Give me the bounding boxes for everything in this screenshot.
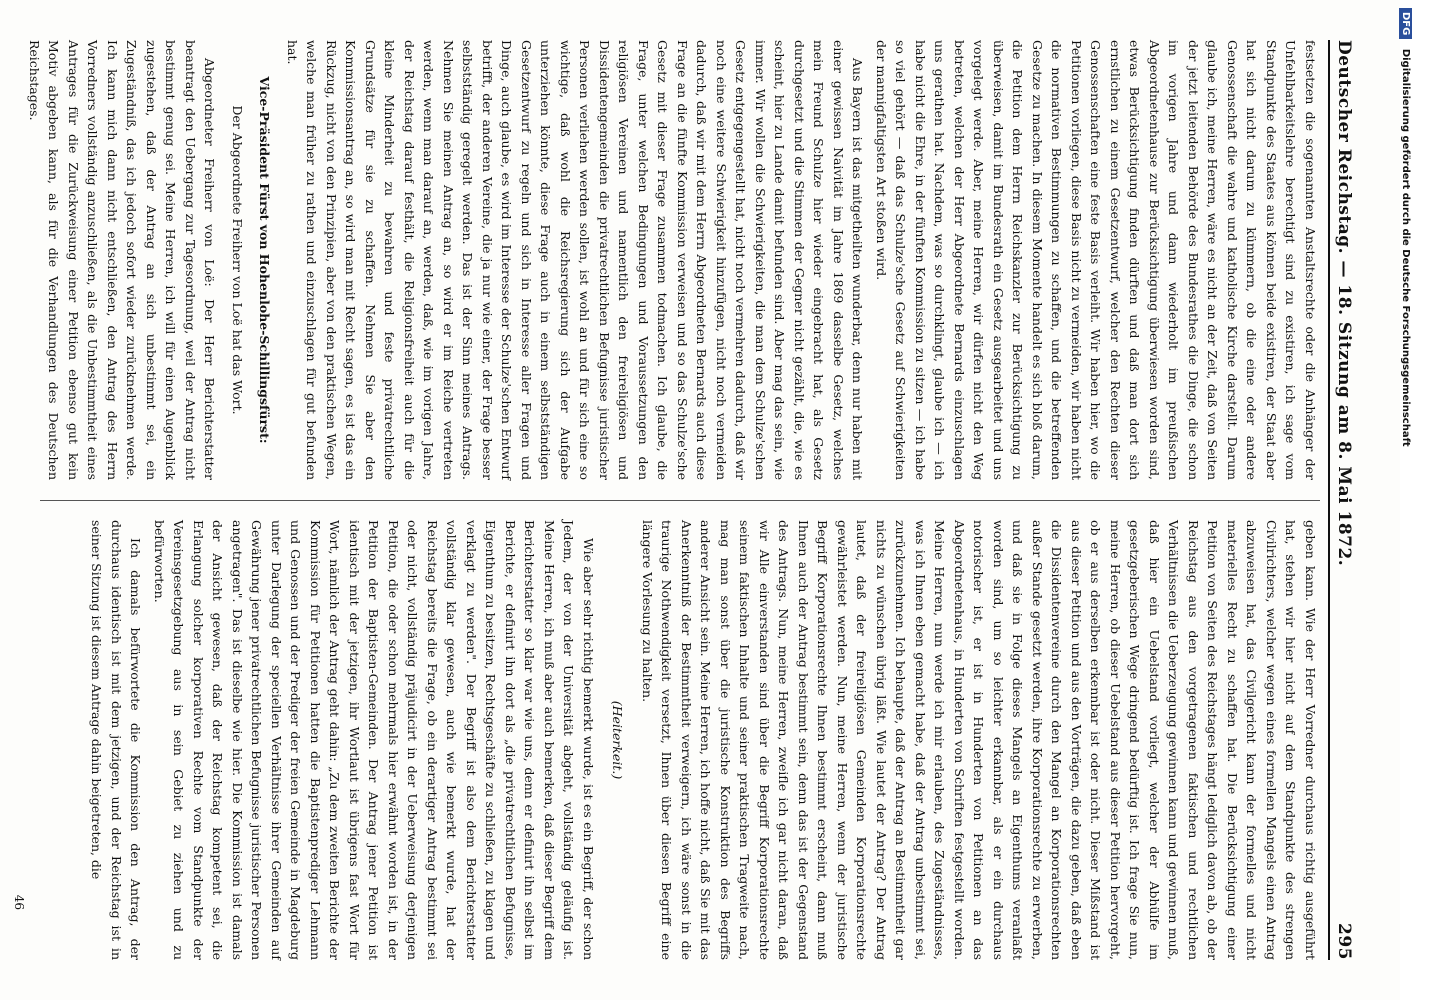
- header-title: Deutscher Reichstag. — 18. Sitzung am 8. Mai 1872.: [1334, 40, 1354, 567]
- left-para-2: Aus Bayern ist das mitgetheilten wunderbar, denn nur haben mit einer gewissen Naivität im Jahre 1869 dasselbe Gesetz, welches mein Freund Schulze hier wieder eingebracht hat, als Gesetz durchgesetzt und die Stimmen der Gegner nicht gezählt, die, wie es scheint, hier zu Lande damit befunden sind. Aber mag das sein, wie immer. Wir wollen die Schwierigkeiten, die man dem Schulze'schen Gesetz entgegengestellt hat, nicht noch vermehren dadurch, daß wir noch eine weitere Schwierigkeit hinzufügen, nicht noch vermeiden dadurch, daß wir mit dem Herrn Abgeordneten Bernards auch diese Frage an die fünfte Kommission verweisen und so das Schulze'sche Gesetz mit dieser Frage zusammen todmachen. Ich glaube, die Frage, unter welchen Bedingungen und Voraussetzungen den religiösen Vereinen und namentlich den freireligiösen und Dissidentengemeinden die privatrechtlichen Befugnisse juristischer Personen verliehen werden sollen, ist wohl an und für sich eine so wichtige, daß wohl die Reichsregierung sich der Aufgabe unterziehen könnte, diese Frage auch in einem selbstständigen Gesetzentwurf zu regeln und sich in Interesse aller Fragen und Dinge, auch glaube, es wird im Interesse der Schulze'schen Entwurf betrifft, der anderen Vereine, die ja nur wie einer, der Frage besser selbstständig geregelt werden. Das ist der Sinn meines Antrags. Nehmen Sie meinen Antrag an, so wird er im Reiche vertreten werden, wenn man darauf an, werden, daß, wie im vorigen Jahre, der Reichstag darauf festhält, die Religionsfreiheit auch für die kleine Minderheit zu bewahren und feste privatrechtliche Grundsätze für sie zu schaffen. Nehmen Sie aber den Kommissionsantrag an, so wird man mit Recht sagen, es ist das ein Rückzug, nicht von den Prinzipien, aber von den praktischen Wegen, welche man früher zu rathen und einzuschlagen für gut befunden hat.: [285, 40, 866, 480]
- header-rule: [1328, 40, 1330, 960]
- credit-text: Digitalisierung gefördert durch die Deutsche Forschungsgemeinschaft: [1400, 48, 1411, 447]
- left-column: [27, 40, 1320, 480]
- digitization-credit: [1399, 8, 1412, 447]
- right-para-3: Ich damals befürwortete die Kommission den Antrag, der durchaus identisch ist mit dem jetzigen, und der Reichstag ist in seiner Sitzung ist diesem Antrage dahin beigetreten, die: [89, 520, 144, 960]
- dfg-logo: DFG: [1399, 8, 1412, 39]
- column-divider: [40, 500, 1320, 501]
- left-para-1: festsetzen die sogenannten Anstaltsrechte oder die Anhänger der Unfehlbarkeitslehre berechtigt sind zu existiren, ich sage vom Standpunkte des Staates aus können beide existiren, der Staat aber hat sich nicht darum zu kümmern, ob die eine oder andere Genossenschaft die wahre und katholische Kirche darstellt. Darum glaube ich, meine Herren, wäre es nicht an der Zeit, daß von Seiten der jetzt leitenden Behörde des Bundesrathes die Dinge, die schon im vorigen Jahre und dann wiederholt im preußischen Abgeordnetenhause zur Berücksichtigung überwiesen worden sind, etwas Berücksichtigung finden dürften und daß man dort sich ernstlichen zu einem Gesetzentwurf, welcher den Rechten dieser Genossenschaften eine feste Basis verleiht. Wir haben hier, wo die Petitionen vorliegen, diese Basis nicht zu vermeiden, wir haben nicht die normativen Bestimmungen zu schaffen, und die betreffenden Gesetze zu machen. In diesem Momente handelt es sich bloß darum, die Petition dem Herrn Reichskanzler zur Berücksichtigung zu überweisen, damit im Bundesrath ein Gesetz ausgearbeitet und uns vorgelegt werde. Aber, meine Herren, wir dürfen nicht den Weg betreten, welchen der Herr Abgeordnete Bernards einzuschlagen uns gerathen hat. Nachdem, was so durchklingt, glaube ich — ich habe nicht die Ehre, in der fünften Kommission zu sitzen — ich habe so viel gehört — daß das Schulze'sche Gesetz auf Schwierigkeiten der mannigfaltigsten Art stoßen wird.: [874, 40, 1318, 480]
- speaker-line: Vice-Präsident Fürst von Hohenlohe-Schillingsfürst:: [257, 76, 273, 444]
- footer-page-number: 46: [12, 894, 26, 910]
- right-para-2: Wie aber sehr richtig bemerkt wurde, ist es ein Begriff, der schon Jedem, der von der Universität abgeht, vollständig geläufig ist. Meine Herren, ich muß aber auch bemerken, daß dieser Begriff dem Berichterstatter so klar war wie uns, denn er definirt ihn selbst im Berichte, er definirt ihn dort als „die privatrechtlichen Befugnisse, Eigenthum zu besitzen, Rechtsgeschäfte zu schließen, zu klagen und verklagt zu werden". Der Begriff ist also dem Berichterstatter vollständig klar gewesen, auch wie bemerkt wurde, hat der Reichstag bereits die Frage, ob ein derartiger Antrag bestimmt sei oder nicht, vollständig präjudicirt in der Ueberweisung derjenigen Petition, die oder schon mehrmals hier erwähnt worden ist, in der Petition der Baptisten-Gemeinden. Der Antrag jener Petition ist identisch mit der jetzigen, ihr Wortlaut ist übrigens fast Wort für Wort, nämlich der Antrag geht dahin: „Zu dem zweiten Berichte der Kommission für Petitionen hatten die Baptistenprediger Lehmann und Genossen und der Prediger der freien Gemeinde in Magdeburg unter Darlegung der speciellen Verhältnisse ihrer Gemeinden auf Gewährung jener privatrechtlichen Befugnisse juristischer Personen angetragen". Das ist dieselbe wie hier. Die Kommission ist damals der Ansicht gewesen, daß der Reichstag kompetent sei, die Erlangung solcher korporativen Rechte vom Standpunkte der Vereinsgesetzgebung aus in sein Gebiet zu ziehen und zu befürworten.: [152, 520, 596, 960]
- header-page-number: 295: [1334, 923, 1354, 960]
- right-column: [30, 520, 1320, 960]
- speaker-line-2: Der Abgeordnete Freiherr von Loë hat das Wort.: [230, 105, 245, 415]
- applause-note: (Heiterkeit.): [610, 700, 626, 780]
- right-para-1: geben kann. Wie der Herr Vorredner durchaus richtig ausgeführt hat, stehen wir hier nicht auf dem Standpunkte des strengen Civilrichters, welcher wegen eines formellen Mangels einen Antrag abzuweisen hat, das Civilgericht kann der formelles und nicht materielles Recht zu schaffen hat. Die Berücksichtigung einer Petition von Seiten des Reichstages hängt lediglich davon ab, ob der Reichstag aus den vorgetragenen faktischen und rechtlichen Verhältnissen die Ueberzeugung gewinnen kann und gewinnen muß, daß hier ein Uebelstand vorliegt, welcher der Abhülfe im gesetzgeberischen Wege dringend bedürftig ist. Ich frage Sie nun, meine Herren, ob dieser Uebelstand aus dieser Petition hervorgeht, ob er aus derselben erkennbar ist oder nicht. Dieser Mißstand ist aus dieser Petition und aus den Vorträgen, die dazu geben, daß eben die Dissidentenvereine durch den Mangel an Korporationsrechten außer Stande gesetzt werden, ihre Korporationsrechte zu erwerben, und daß sie in Folge dieses Mangels an Eigenthums veranlaßt worden sind, um so leichter erkannbar, als er ein durchaus notorischer ist, er ist in Hunderten von Petitionen an das Abgeordnetenhaus, in Hunderten von Schriften festgestellt worden. Meine Herren, nun werde ich mir erlauben, des Zugeständnisses, was ich Ihnen eben gemacht habe, daß der Antrag unbestimmt sei, zurückzunehmen. Ich behaupte, daß der Antrag an Bestimmtheit gar nichts zu wünschen übrig läßt. Wie lautet der Antrag? Der Antrag lautet, daß der freireligiösen Gemeinden Korporationsrechte gewährleistet werden. Nun, meine Herren, wenn der juristische Begriff Korporationsrechte Ihnen bestimmt erscheint, dann muß Ihnen auch der Antrag bestimmt sein, denn das ist der Gegenstand des Antrags. Nun, meine Herren, zweifle ich gar nicht daran, daß wir Alle einverstanden sind über die Begriff Korporationsrechte seinem faktischen Inhalte und seiner praktischen Tragweite nach, mag man sonst über die juristische Konstruktion des Begriffs anderer Ansicht sein. Meine Herren, ich hoffe nicht, daß Sie mit das Anerkenntniß der Bestimmtheit verweigern, ich wäre sonst in die traurige Nothwendigkeit versetzt, Ihnen über diesen Begriff eine längere Vorlesung zu halten.: [640, 520, 1318, 960]
- left-para-3: Abgeordneter Freiherr von Loë: Der Herr Berichterstatter beantragt den Uebergang zur Tagesordnung, weil der Antrag nicht bestimmt genug sei. Meine Herren, ich will für einen Augenblick zugestehen, daß der Antrag an sich unbestimmt sei, ein Zugeständniß, das ich jedoch sofort wieder zurücknehmen werde. Ich kann mich dann nicht entschließen, den Antrag des Herrn Vorredners vollständig anzuschließen, als die Unbestimmtheit eines Antrages für die Zurückweisung einer Petition ebenso gut kein Motiv abgeben kann, als für die Verhandlungen des Deutschen Reichstages.: [27, 40, 218, 480]
- page-header: [1334, 40, 1360, 960]
